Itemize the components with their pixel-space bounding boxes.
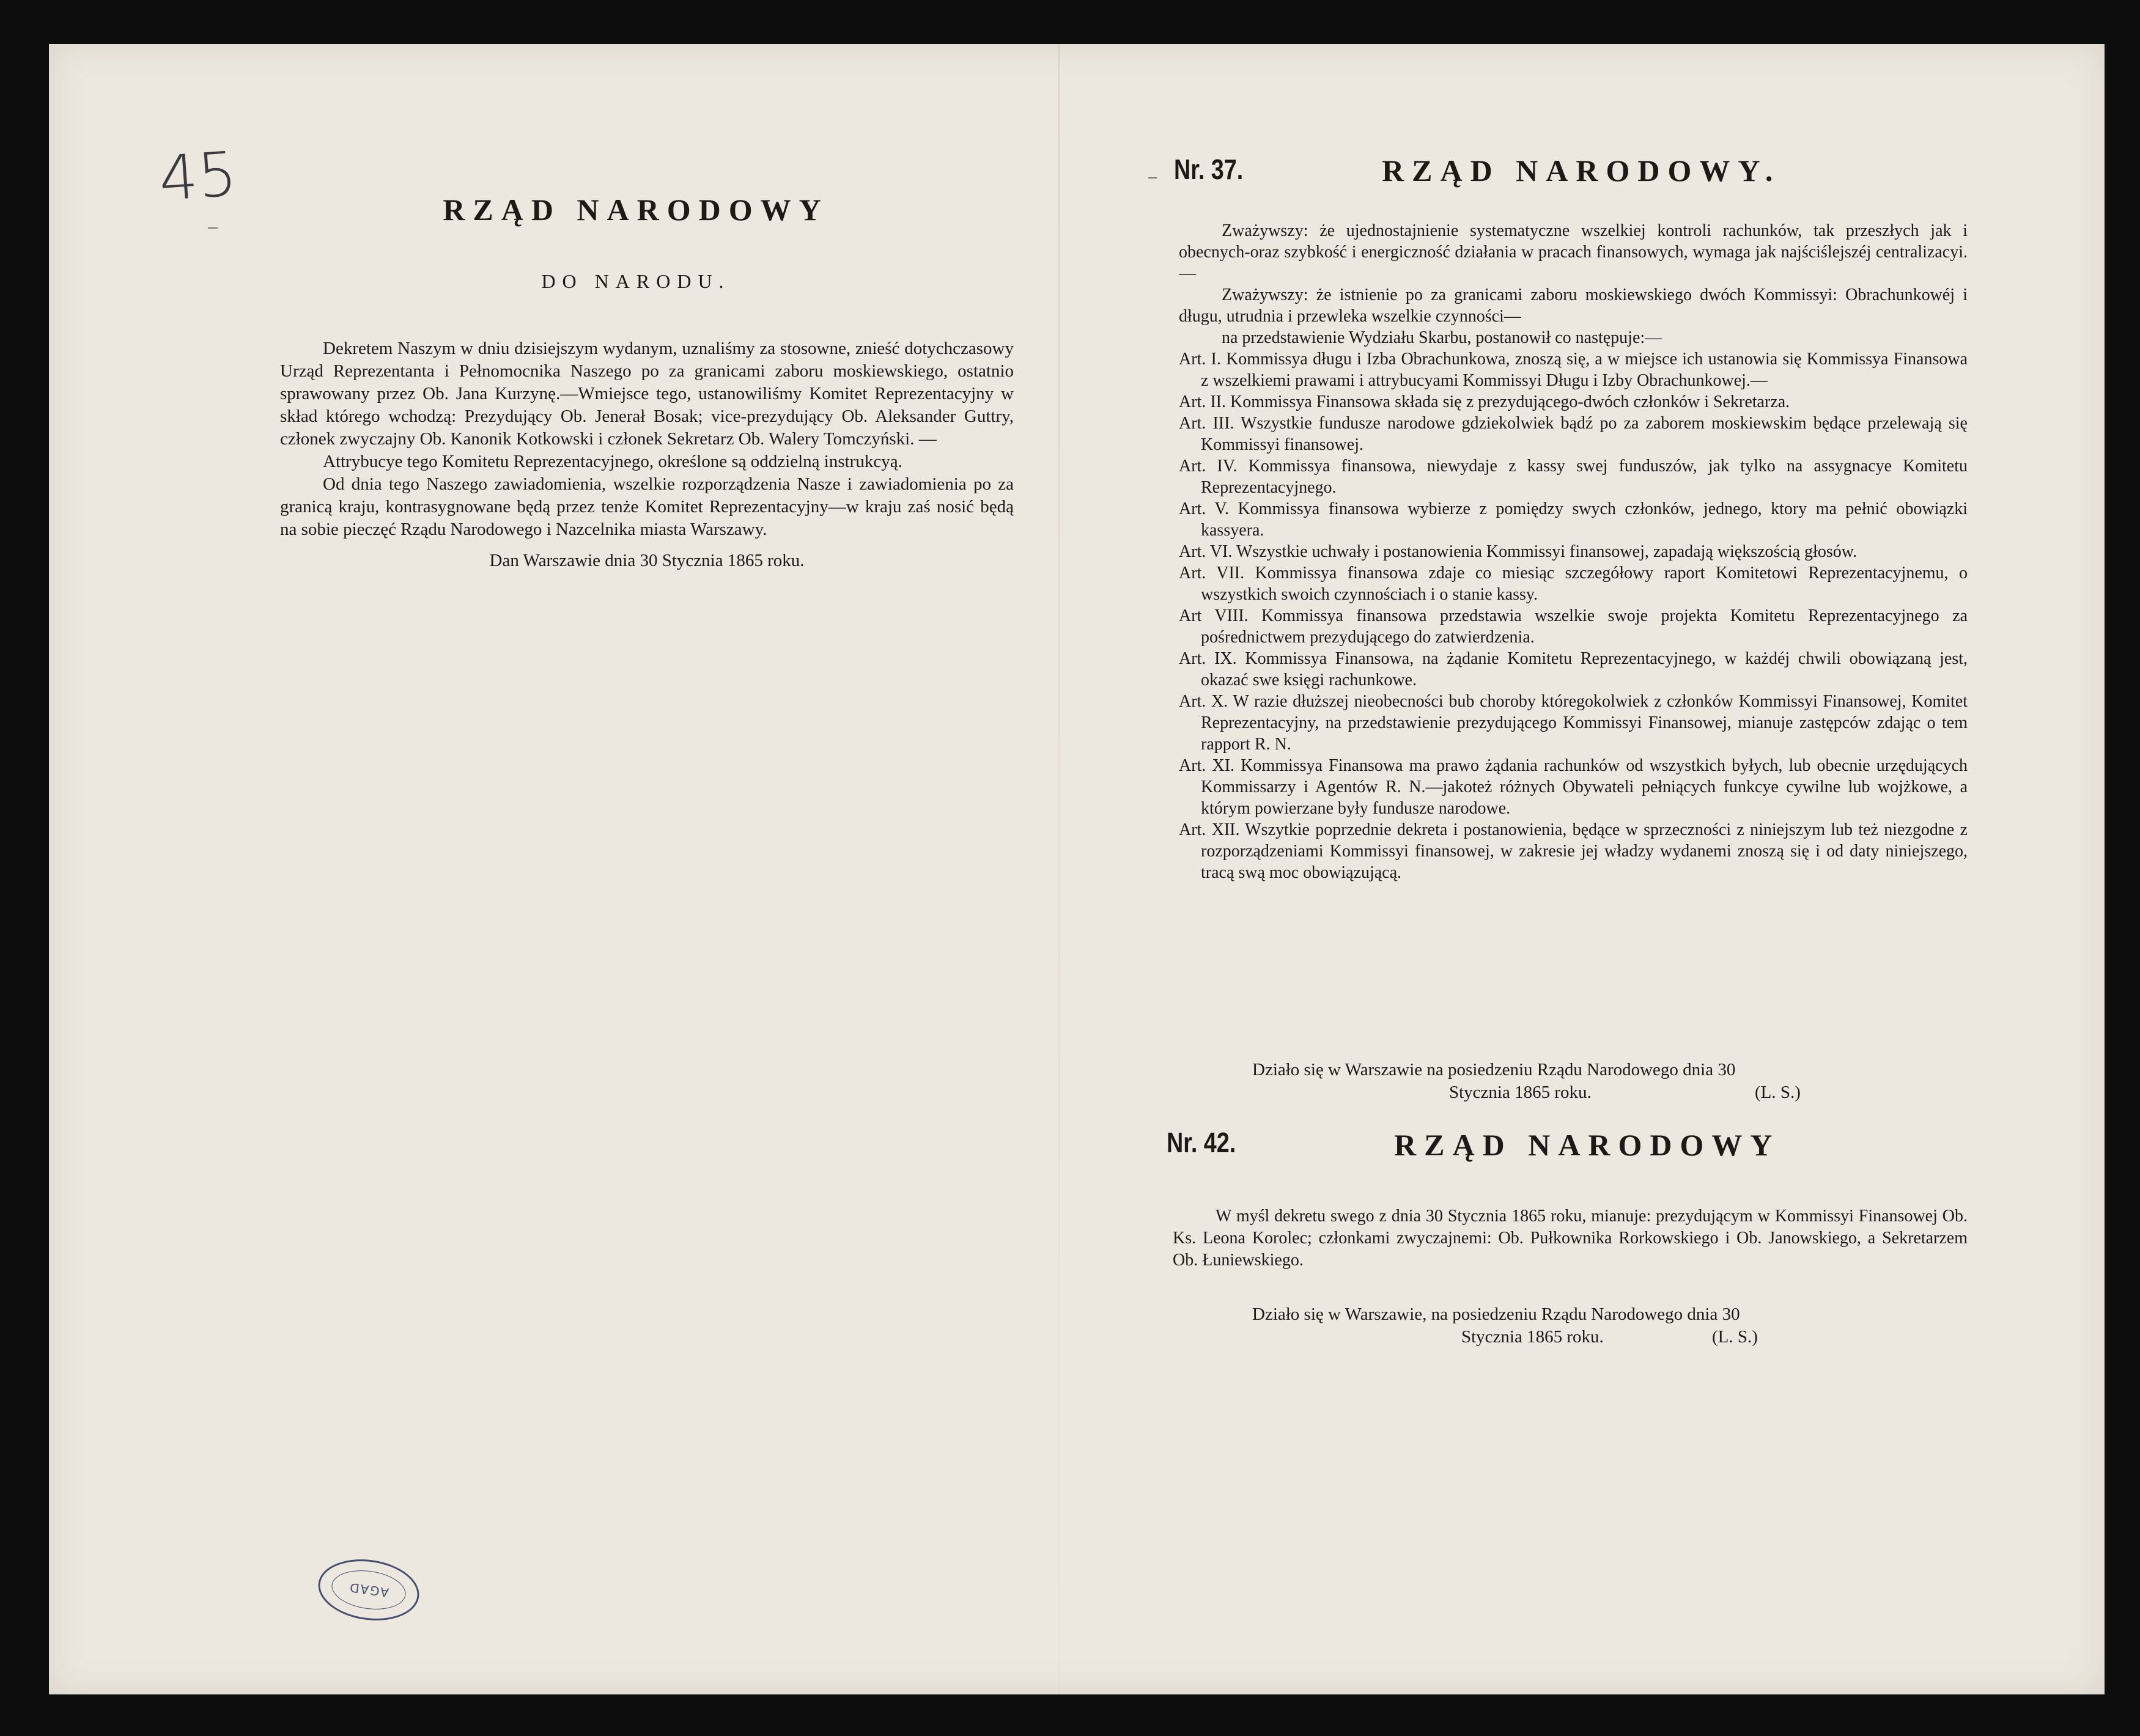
- left-date-line: Dan Warszawie dnia 30 Stycznia 1865 roku.: [489, 551, 805, 570]
- stamp-text: AGAD: [347, 1580, 390, 1600]
- margin-mark: [1148, 177, 1157, 178]
- decree-42-title: RZĄD NARODOWY: [1394, 1128, 1780, 1162]
- left-paragraph: Od dnia tego Naszego zawiadomienia, wszelkie rozporządzenia Nasze i zawiadomienia po za granicą kraju, kontrasygnowane będą przez tenże Komitet Reprezentacyjny—w kraju zaś nosić będą na sobie pieczęć Rządu Narodowego i Nazcelnika miasta Warszawy.: [280, 474, 1014, 539]
- article: Art VIII. Kommissya finansowa przedstawia wszelkie swoje projekta Komitetu Reprezentacyjnego za pośrednictwem prezydującego do zatwierdzenia.: [1179, 606, 1968, 647]
- agad-stamp: [314, 1553, 423, 1627]
- left-title: RZĄD NARODOWY: [443, 193, 829, 227]
- decree-37-title: RZĄD NARODOWY.: [1382, 153, 1781, 188]
- article: Art. XII. Wszytkie poprzednie dekreta i postanowienia, będące w sprzeczności z niniejszym lub też niezgodne z rozporządzeniami Kommissyi finansowej, w zakresie jej władzy wydanemi znoszą się i od daty niniejszego, tracą swą moc obowiązującą.: [1179, 820, 1968, 882]
- article: Art. VII. Kommissya finansowa zdaje co miesiąc szczegółowy raport Komitetowi Reprezentacyjnemu, o wszystkich swoich czynnościach i o stanie kassy.: [1179, 564, 1968, 604]
- decree-42-number: Nr. 42.: [1167, 1127, 1236, 1158]
- preamble-line: na przedstawienie Wydziału Skarbu, postanowił co następuje:—: [1222, 328, 1662, 347]
- articles-list: [1179, 348, 1968, 883]
- page-fold: [1058, 44, 1060, 1694]
- article: Art. X. W razie dłuższej nieobecności bub choroby któregokolwiek z członków Kommissyi Finansowej, Komitet Reprezentacyjny, na przedstawienie prezydującego Kommissyi Finansowej, mianuje zastępców zdając o tem rapport R. N.: [1179, 692, 1968, 754]
- article: Art. I. Kommissya długu i Izba Obrachunkowa, znoszą się, a w miejsce ich ustanowia się Kommissya Finansowa z wszelkiemi prawami i attrybucyami Kommissyi Długu i Izby Obrachunkowej.—: [1179, 350, 1968, 390]
- left-paragraph: Dekretem Naszym w dniu dzisiejszym wydanym, uznaliśmy za stosowne, znieść dotychczasowy Urząd Reprezentanta i Pełnomocnika Naszego po za granicami zaboru moskiewskiego, ostatnio sprawowany przez Ob. Jana Kurzynę.—Wmiejsce tego, ustanowiliśmy Komitet Reprezentacyjny w skład którego wchodzą: Prezydujący Ob. Jenerał Bosak; vice-prezydujący Ob. Aleksander Guttry, członek zwyczajny Ob. Kanonik Kotkowski i członek Sekretarz Ob. Walery Tomczyński. —: [280, 339, 1014, 449]
- margin-mark: [208, 227, 218, 229]
- decree-37-sign-line-2: Stycznia 1865 roku.: [1449, 1083, 1592, 1102]
- article: Art. III. Wszystkie fundusze narodowe gdziekolwiek bądź po za zaborem moskiewskim będące przelewają się Kommissyi finansowej.: [1179, 414, 1968, 454]
- left-body: [280, 337, 1014, 572]
- document-sheet: [49, 44, 2105, 1694]
- article: Art. VI. Wszystkie uchwały i postanowienia Kommissyi finansowej, zapadają większością głosów.: [1179, 542, 1858, 561]
- decree-37-sign-line-1: Działo się w Warszawie na posiedzeniu Rządu Narodowego dnia 30: [1252, 1060, 1736, 1079]
- decree-37-seal: (L. S.): [1755, 1083, 1801, 1102]
- left-paragraph: Attrybucye tego Komitetu Reprezentacyjnego, określone są oddzielną instrukcyą.: [323, 452, 902, 471]
- stamp-inner-ring: [329, 1566, 408, 1614]
- article: Art. IV. Kommissya finansowa, niewydaje z kassy swej funduszów, jak tylko na assygnacye Komitetu Reprezentacyjnego.: [1179, 457, 1968, 497]
- left-subtitle: DO NARODU.: [541, 270, 731, 292]
- decree-42-sign-line-1: Działo się w Warszawie, na posiedzeniu Rządu Narodowego dnia 30: [1252, 1304, 1740, 1324]
- article: Art. IX. Kommissya Finansowa, na żądanie Komitetu Reprezentacyjnego, w każdéj chwili obowiązaną jest, okazać swe księgi rachunkowe.: [1179, 649, 1968, 690]
- decree-42-paragraph: W myśl dekretu swego z dnia 30 Stycznia 1865 roku, mianuje: prezydującym w Kommissyi Finansowej Ob. Ks. Leona Korolec; członkami zwyczajnemi: Ob. Pułkownika Rorkowskiego i Ob. Janowskiego, a Sekretarzem Ob. Łuniewskiego.: [1173, 1207, 1968, 1270]
- preamble-line: Zważywszy: że ujednostajnienie systematyczne wszelkiej kontroli rachunków, tak przeszłych jak i obecnych-oraz szybkość i energiczność działania w pracach finansowych, wymaga jak najściślejszéj centralizacyi.—: [1179, 221, 1968, 283]
- article: Art. V. Kommissya finansowa wybierze z pomiędzy swych członków, jednego, ktory ma pełnić obowiązki kassyera.: [1179, 499, 1968, 540]
- preamble-line: Zważywszy: że istnienie po za granicami zaboru moskiewskiego dwóch Kommissyi: Obrachunkowéj i długu, utrudnia i przewleka wszelkie czynności—: [1179, 285, 1968, 326]
- pencil-folio-number: 45: [157, 138, 240, 215]
- decree-42-body: [1173, 1205, 1968, 1271]
- article: Art. II. Kommissya Finansowa składa się z prezydującego-dwóch członków i Sekretarza.: [1179, 392, 1790, 411]
- decree-42-sign-line-2: Stycznia 1865 roku.: [1461, 1327, 1604, 1347]
- decree-37-number: Nr. 37.: [1174, 153, 1244, 185]
- article: Art. XI. Kommissya Finansowa ma prawo żądania rachunków od wszystkich byłych, lub obecnie urzędujących Kommissarzy i Agentów R. N.—jakoteż różnych Obywateli pełniących funkcye cywilne lub wojżkowe, a którym powierzane były fundusze narodowe.: [1179, 756, 1968, 818]
- decree-42-seal: (L. S.): [1712, 1327, 1758, 1347]
- decree-37-body: [1179, 220, 1968, 883]
